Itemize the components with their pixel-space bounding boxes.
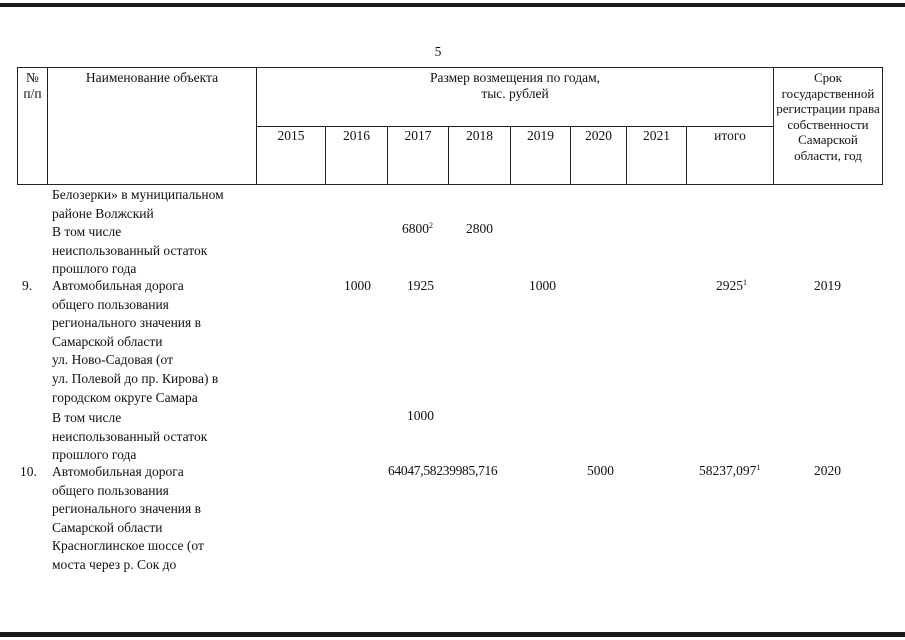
- value-text: 2800: [466, 221, 493, 236]
- value-text: 6800: [402, 221, 429, 236]
- row9-term-value: 2019: [814, 278, 841, 293]
- row9-number: 9.: [22, 278, 33, 293]
- header-year-2018: [448, 126, 511, 185]
- header-year-label: 2015: [277, 128, 305, 143]
- header-name-label: Наименование объекта: [85, 70, 219, 85]
- header-year-2016: [325, 126, 388, 185]
- row10-2020-value: 5000: [587, 463, 614, 478]
- name-line: Самарской области: [52, 333, 163, 349]
- name-line: моста через р. Сок до: [52, 556, 177, 572]
- header-year-label: 2016: [343, 128, 370, 143]
- name-line: прошлого года: [52, 261, 137, 277]
- header-term-label: Срок государственной регистрации права собственности Самарской области, год: [776, 70, 880, 163]
- header-year-2021: [626, 126, 687, 185]
- value-text: 2925: [716, 278, 743, 293]
- name-line: неиспользованный остаток: [52, 242, 208, 258]
- row10-2017-2018-values: [388, 462, 497, 481]
- row9-total-value: [716, 277, 747, 296]
- header-year-2020: [570, 126, 627, 185]
- header-cell-term: [773, 67, 883, 185]
- page-number: 5: [434, 44, 442, 59]
- header-cell-number: [17, 67, 48, 185]
- header-year-label: 2021: [643, 128, 670, 143]
- name-line: В том числе: [52, 410, 122, 425]
- continuation-2017-value: [402, 220, 433, 239]
- row10-total-value: [699, 462, 760, 481]
- top-border-line: [0, 3, 905, 7]
- header-year-label: 2017: [404, 128, 432, 143]
- name-line: регионального значения в: [52, 315, 201, 331]
- row9-sub-2017-value: 1000: [407, 408, 434, 423]
- name-line: ул. Ново-Садовая (от: [52, 352, 174, 368]
- row10-term-value: 2020: [814, 463, 841, 478]
- name-line: районе Волжский: [52, 205, 154, 221]
- continuation-sub-name: [52, 223, 207, 279]
- name-line: Белозерки» в муниципальном: [52, 187, 224, 202]
- row9-2016-value: 1000: [344, 278, 371, 293]
- value-text: 58237,097: [699, 463, 757, 478]
- row10-number: 10.: [20, 464, 37, 479]
- header-year-2017: [387, 126, 449, 185]
- header-year-2019: [510, 126, 571, 185]
- header-year-label: 2019: [527, 128, 554, 143]
- name-line: общего пользования: [52, 296, 169, 312]
- header-year-label: 2020: [585, 128, 612, 143]
- name-line: Автомобильная дорога: [52, 278, 184, 293]
- footnote-mark: 2: [429, 221, 433, 230]
- header-year-label: 2018: [466, 128, 493, 143]
- footnote-mark: 1: [743, 278, 747, 287]
- name-line: В том числе: [52, 224, 122, 239]
- continuation-2018-value: [466, 220, 493, 239]
- name-line: неиспользованный остаток: [52, 428, 208, 444]
- header-total: [686, 126, 774, 185]
- continuation-name-tail: [52, 186, 224, 223]
- name-line: ул. Полевой до пр. Кирова) в: [52, 370, 219, 386]
- value-text: 39985,716: [442, 463, 498, 478]
- name-line: регионального значения в: [52, 501, 201, 517]
- row9-2019-value: 1000: [529, 278, 556, 293]
- header-amount-line2: тыс. рублей: [481, 86, 549, 101]
- name-line: Самарской области: [52, 519, 163, 535]
- row9-name: [52, 277, 218, 407]
- name-line: Автомобильная дорога: [52, 464, 184, 479]
- header-amount-line1: Размер возмещения по годам,: [429, 70, 601, 85]
- header-year-2015: [256, 126, 326, 185]
- name-line: прошлого года: [52, 447, 137, 463]
- row10-name: [52, 463, 204, 575]
- header-number-label: № п/п: [23, 70, 42, 101]
- row9-sub-name: [52, 409, 207, 465]
- bottom-border-line: [0, 632, 905, 637]
- name-line: городском округе Самара: [52, 389, 198, 405]
- footnote-mark: 1: [756, 463, 761, 472]
- header-cell-name: [47, 67, 257, 185]
- name-line: Красноглинское шоссе (от: [52, 538, 204, 554]
- value-text: 64047,582: [388, 463, 443, 478]
- header-cell-amount: [256, 67, 774, 127]
- row9-2017-value: 1925: [407, 278, 434, 293]
- name-line: общего пользования: [52, 482, 169, 498]
- header-total-label: итого: [714, 128, 746, 143]
